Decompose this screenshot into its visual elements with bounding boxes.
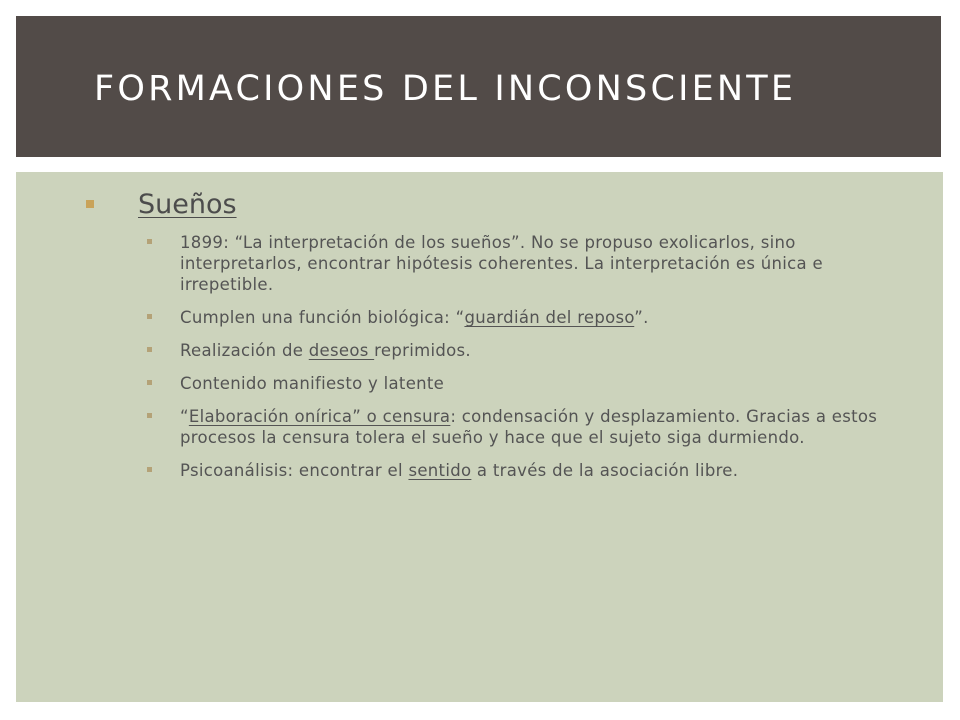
item-text-tail: a través de la asociación libre. [471,461,739,480]
list-item [143,460,903,481]
list-item [143,307,903,328]
item-text: Contenido manifiesto y latente [180,374,445,393]
square-bullet-icon [147,347,152,352]
content-box [16,172,943,702]
item-text: “ [180,407,189,426]
square-bullet-icon [147,314,152,319]
item-underlined-text: Elaboración onírica” o censura [188,407,451,426]
item-underlined-text: deseos [308,341,375,360]
list-item [143,373,903,394]
item-text-tail: ”. [634,308,649,327]
list-item [143,232,903,295]
section-heading: Sueños [138,189,237,220]
title-bar [16,16,941,157]
square-bullet-icon [147,467,152,472]
item-underlined-text: sentido [408,461,472,480]
heading-row [86,188,237,222]
list-item [143,406,903,448]
bullet-list [143,232,903,493]
square-bullet-icon [147,380,152,385]
square-bullet-icon [86,200,94,208]
item-underlined-text: guardián del reposo [464,308,635,327]
item-text: Psicoanálisis: encontrar el [180,461,409,480]
slide-title: FORMACIONES DEL INCONSCIENTE [94,68,797,109]
item-text-tail: : condensación y desplazamiento. Gracias a estos procesos la censura tolera el sueño y hace que el sujeto siga durmiendo. [180,407,878,447]
item-text-tail: reprimidos. [374,341,471,360]
square-bullet-icon [147,413,152,418]
item-text: Cumplen una función biológica: “ [180,308,465,327]
square-bullet-icon [147,239,152,244]
item-text: Realización de [180,341,309,360]
list-item [143,340,903,361]
item-text: 1899: “La interpretación de los sueños”. No se propuso exolicarlos, sino interpretarlos, encontrar hipótesis coherentes. La interpretación es única e irrepetible. [180,233,823,294]
